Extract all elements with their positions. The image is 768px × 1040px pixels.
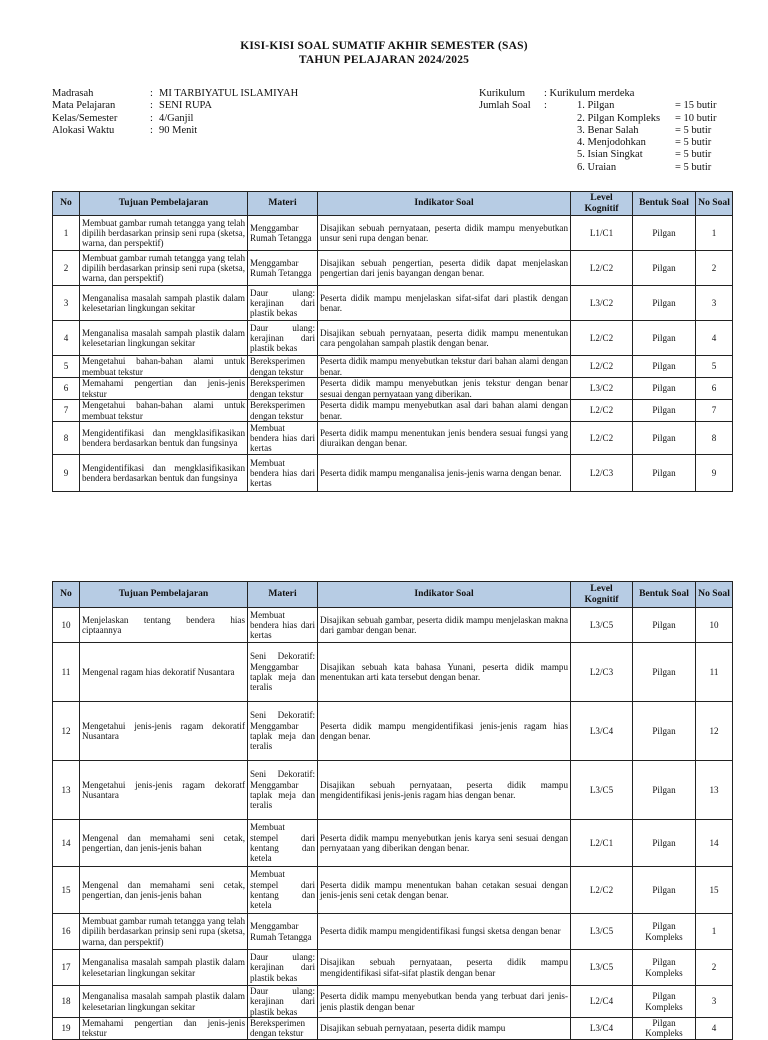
indikator-cell: Disajikan sebuah pengertian, peserta didik dapat menjelaskan pengertian dari jenis bayangan dengan benar. [318,251,571,286]
materi-cell: Membuat stempel dari kentang dan ketela [248,867,318,914]
tujuan-cell: Mengetahui jenis-jenis ragam dekoratif Nusantara [80,702,248,761]
bentuk-cell: Pilgan [633,643,696,702]
jumlah-soal-item [577,149,717,161]
soal-count: = 10 butir [675,112,717,124]
indikator-cell: Peserta didik mampu mengidentifikasi jenis-jenis ragam hias dengan benar. [318,702,571,761]
jumlah-soal-item [577,100,717,112]
materi-cell: Membuat bendera hias dari kertas [248,455,318,492]
level-cell: L1/C1 [571,216,633,251]
row-number: 15 [53,867,80,914]
no-soal-cell: 10 [696,608,733,643]
jumlah-soal-label: Jumlah Soal [479,100,531,112]
tujuan-cell: Memahami pengertian dan jenis-jenis tekstur [80,378,248,400]
no-soal-cell: 11 [696,643,733,702]
bentuk-header: Bentuk Soal [633,582,696,608]
no-soal-cell: 3 [696,286,733,321]
row-number: 13 [53,761,80,820]
no-soal-cell: 2 [696,251,733,286]
materi-header: Materi [248,192,318,216]
no-soal-cell: 15 [696,867,733,914]
materi-cell: Bereksperimen dengan tekstur [248,356,318,378]
row-number: 7 [53,400,80,422]
table-header-row [53,192,733,216]
indikator-cell: Peserta didik mampu menyebutkan benda yang terbuat dari jenis-jenis plastik dengan benar [318,986,571,1018]
tujuan-cell: Menganalisa masalah sampah plastik dalam kelesetarian lingkungan sekitar [80,321,248,356]
no-soal-cell: 9 [696,455,733,492]
level-cell: L3/C5 [571,950,633,986]
table-row [53,950,733,986]
curriculum-row [479,88,717,100]
tujuan-cell: Mengetahui bahan-bahan alami untuk membuat tekstur [80,400,248,422]
bentuk-cell: Pilgan Kompleks [633,986,696,1018]
identity-colon: : [150,88,153,99]
curriculum-value: Kurikulum merdeka [549,88,635,99]
level-cell: L2/C4 [571,986,633,1018]
row-number: 16 [53,914,80,950]
table-row [53,251,733,286]
tujuan-cell: Membuat gambar rumah tetangga yang telah dipilih berdasarkan prinsip seni rupa (sketsa, warna, dan perspektif) [80,216,248,251]
table-row [53,321,733,356]
jumlah-soal-item [577,125,717,137]
level-cell: L3/C2 [571,286,633,321]
identity-colon: : [150,124,153,136]
row-number: 10 [53,608,80,643]
table-row [53,400,733,422]
level-cell: L3/C5 [571,608,633,643]
row-number: 18 [53,986,80,1018]
identity-label: Mata Pelajaran [52,100,116,112]
indikator-cell: Peserta didik mampu menyebutkan jenis karya seni sesuai dengan pernyataan yang diberikan dengan benar. [318,820,571,867]
soal-type: 1. Pilgan [577,100,615,112]
identity-block [52,88,298,137]
tujuan-cell: Mengidentifikasi dan mengklasifikasikan bendera berdasarkan bentuk dan fungsinya [80,422,248,455]
identity-colon: : [150,100,153,112]
bentuk-cell: Pilgan [633,455,696,492]
bentuk-cell: Pilgan Kompleks [633,1018,696,1040]
jumlah-soal-list [577,100,717,174]
table-row [53,356,733,378]
bentuk-cell: Pilgan Kompleks [633,914,696,950]
indikator-cell: Disajikan sebuah kata bahasa Yunani, peserta didik mampu menentukan arti kata tersebut dengan benar. [318,643,571,702]
tujuan-cell: Membuat gambar rumah tetangga yang telah dipilih berdasarkan prinsip seni rupa (sketsa, warna, dan perspektif) [80,251,248,286]
table-body [53,216,733,492]
indikator-cell: Disajikan sebuah pernyataan, peserta didik mampu menyebutkan unsur seni rupa dengan benar. [318,216,571,251]
table-row [53,761,733,820]
tujuan-header: Tujuan Pembelajaran [80,192,248,216]
row-number: 14 [53,820,80,867]
row-number: 2 [53,251,80,286]
identity-row [52,100,298,112]
indikator-header: Indikator Soal [318,582,571,608]
level-header: Level Kognitif [571,582,633,608]
materi-cell: Seni Dekoratif: Menggambar taplak meja dan teralis [248,761,318,820]
document-title-block [0,40,768,67]
level-cell: L2/C2 [571,400,633,422]
level-cell: L3/C4 [571,1018,633,1040]
table-body [53,608,733,1040]
table-row [53,286,733,321]
level-cell: L2/C2 [571,251,633,286]
row-number: 19 [53,1018,80,1040]
identity-value: 4/Ganjil [159,112,194,124]
materi-cell: Seni Dekoratif: Menggambar taplak meja dan teralis [248,643,318,702]
level-cell: L2/C2 [571,867,633,914]
row-number: 1 [53,216,80,251]
soal-count: = 5 butir [675,137,712,149]
soal-type: 4. Menjodohkan [577,137,646,149]
level-header: Level Kognitif [571,192,633,216]
curriculum-block [479,88,717,174]
soal-type: 3. Benar Salah [577,124,639,136]
identity-row [52,125,298,137]
row-number: 17 [53,950,80,986]
indikator-cell: Disajikan sebuah pernyataan, peserta didik mampu mengidentifikasi sifat-sifat plastik dengan benar [318,950,571,986]
materi-cell: Menggambar Rumah Tetangga [248,216,318,251]
row-number: 3 [53,286,80,321]
tujuan-cell: Menganalisa masalah sampah plastik dalam kelesetarian lingkungan sekitar [80,950,248,986]
materi-cell: Menggambar Rumah Tetangga [248,914,318,950]
jumlah-soal-colon: : [544,100,547,112]
identity-row [52,113,298,125]
bentuk-cell: Pilgan [633,216,696,251]
indikator-cell: Peserta didik mampu menjelaskan sifat-sifat dari plastik dengan benar. [318,286,571,321]
curriculum-label: Kurikulum [479,88,526,99]
table-row [53,914,733,950]
row-number: 11 [53,643,80,702]
no-soal-cell: 12 [696,702,733,761]
no-soal-cell: 5 [696,356,733,378]
materi-cell: Bereksperimen dengan tekstur [248,1018,318,1040]
tujuan-cell: Mengetahui jenis-jenis ragam dekoratf Nusantara [80,761,248,820]
table-row [53,986,733,1018]
indikator-cell: Disajikan sebuah pernyataan, peserta didik mampu menentukan cara pengolahan sampah plastik dengan benar. [318,321,571,356]
bentuk-header: Bentuk Soal [633,192,696,216]
level-cell: L2/C2 [571,321,633,356]
level-cell: L3/C5 [571,761,633,820]
soal-type: 2. Pilgan Kompleks [577,112,661,124]
no-soal-cell: 7 [696,400,733,422]
table-header-row [53,582,733,608]
bentuk-cell: Pilgan Kompleks [633,950,696,986]
materi-cell: Daur ulang: kerajinan dari plastik bekas [248,286,318,321]
bentuk-cell: Pilgan [633,761,696,820]
table-row [53,820,733,867]
materi-cell: Membuat bendera hias dari kertas [248,608,318,643]
materi-cell: Membuat stempel dari kentang dan ketela [248,820,318,867]
indikator-cell: Peserta didik mampu menyebutkan jenis tekstur dengan benar sesuai dengan pernyataan yang diberikan. [318,378,571,400]
soal-count: = 5 butir [675,124,712,136]
document-subtitle: TAHUN PELAJARAN 2024/2025 [298,53,470,66]
tujuan-cell: Menganalisa masalah sampah plastik dalam kelesetarian lingkungan sekitar [80,286,248,321]
tujuan-cell: Membuat gambar rumah tetangga yang telah dipilih berdasarkan prinsip seni rupa (sketsa, warna, dan perspektif) [80,914,248,950]
indikator-cell: Disajikan sebuah gambar, peserta didik mampu menjelaskan makna dari gambar dengan benar. [318,608,571,643]
level-cell: L2/C2 [571,422,633,455]
tujuan-cell: Mengenal ragam hias dekoratif Nusantara [80,643,248,702]
soal-count: = 5 butir [675,161,712,173]
no-soal-cell: 2 [696,950,733,986]
identity-label: Kelas/Semester [52,112,118,124]
document-title: KISI-KISI SOAL SUMATIF AKHIR SEMESTER (SAS) [240,40,528,52]
row-number: 4 [53,321,80,356]
indikator-cell: Peserta didik mampu menganalisa jenis-jenis warna dengan benar. [318,455,571,492]
curriculum-colon: : [544,88,550,99]
tujuan-cell: Mengenal dan memahami seni cetak, pengertian, dan jenis-jenis bahan [80,867,248,914]
identity-value: SENI RUPA [159,100,213,112]
no-soal-cell: 13 [696,761,733,820]
level-cell: L2/C3 [571,455,633,492]
no-soal-cell: 4 [696,321,733,356]
level-cell: L3/C4 [571,702,633,761]
table-row [53,422,733,455]
tujuan-cell: Menjelaskan tentang bendera hias ciptaannya [80,608,248,643]
bentuk-cell: Pilgan [633,702,696,761]
kisi-kisi-table-2 [52,581,733,1040]
no-soal-cell: 8 [696,422,733,455]
table-row [53,1018,733,1040]
bentuk-cell: Pilgan [633,867,696,914]
table-row [53,455,733,492]
materi-cell: Bereksperimen dengan tekstur [248,400,318,422]
bentuk-cell: Pilgan [633,608,696,643]
no-header: No [53,582,80,608]
indikator-cell: Disajikan sebuah pernyataan, peserta didik mampu mengidentifikasi jenis-jenis ragam hias dengan benar. [318,761,571,820]
no-soal-cell: 1 [696,216,733,251]
bentuk-cell: Pilgan [633,251,696,286]
soal-count: = 5 butir [675,149,712,161]
indikator-cell: Disajikan sebuah pernyataan, peserta didik mampu [318,1018,571,1040]
identity-row [52,88,298,100]
no-soal-cell: 3 [696,986,733,1018]
bentuk-cell: Pilgan [633,286,696,321]
indikator-cell: Peserta didik mampu mengidentifikasi fungsi sketsa dengan benar [318,914,571,950]
identity-value: MI TARBIYATUL ISLAMIYAH [159,88,299,99]
tujuan-cell: Menganalisa masalah sampah plastik dalam kelesetarian lingkungan sekitar [80,986,248,1018]
bentuk-cell: Pilgan [633,378,696,400]
soal-count: = 15 butir [675,100,717,112]
indikator-header: Indikator Soal [318,192,571,216]
tujuan-header: Tujuan Pembelajaran [80,582,248,608]
table-row [53,378,733,400]
no-soal-cell: 4 [696,1018,733,1040]
materi-cell: Seni Dekoratif: Menggambar taplak meja dan teralis [248,702,318,761]
materi-cell: Daur ulang: kerajinan dari plastik bekas [248,321,318,356]
bentuk-cell: Pilgan [633,400,696,422]
jumlah-soal-item [577,162,717,174]
table-row [53,608,733,643]
bentuk-cell: Pilgan [633,820,696,867]
identity-label: Alokasi Waktu [52,124,115,136]
identity-label: Madrasah [52,88,94,99]
row-number: 5 [53,356,80,378]
indikator-cell: Peserta didik mampu menentukan bahan cetakan sesuai dengan jenis-jenis seni cetak dengan benar. [318,867,571,914]
indikator-cell: Peserta didik mampu menyebutkan tekstur dari bahan alami dengan benar. [318,356,571,378]
bentuk-cell: Pilgan [633,321,696,356]
row-number: 8 [53,422,80,455]
jumlah-soal-item [577,137,717,149]
no-header: No [53,192,80,216]
tujuan-cell: Mengidentifikasi dan mengklasifikasikan bendera berdasarkan bentuk dan fungsinya [80,455,248,492]
materi-cell: Daur ulang: kerajinan dari plastik bekas [248,950,318,986]
materi-header: Materi [248,582,318,608]
table-row [53,643,733,702]
indikator-cell: Peserta didik mampu menentukan jenis bendera sesuai fungsi yang diuraikan dengan benar. [318,422,571,455]
materi-cell: Menggambar Rumah Tetangga [248,251,318,286]
tujuan-cell: Mengenal dan memahami seni cetak, pengertian, dan jenis-jenis bahan [80,820,248,867]
no-soal-cell: 14 [696,820,733,867]
materi-cell: Membuat bendera hias dari kertas [248,422,318,455]
indikator-cell: Peserta didik mampu menyebutkan asal dari bahan alami dengan benar. [318,400,571,422]
no-soal-header: No Soal [696,192,733,216]
no-soal-header: No Soal [696,582,733,608]
level-cell: L3/C2 [571,378,633,400]
bentuk-cell: Pilgan [633,356,696,378]
level-cell: L2/C1 [571,820,633,867]
tujuan-cell: Memahami pengertian dan jenis-jenis tekstur [80,1018,248,1040]
level-cell: L2/C2 [571,356,633,378]
tujuan-cell: Mengetahui bahan-bahan alami untuk membuat tekstur [80,356,248,378]
soal-type: 6. Uraian [577,161,617,173]
materi-cell: Daur ulang: kerajinan dari plastik bekas [248,986,318,1018]
table-row [53,702,733,761]
level-cell: L3/C5 [571,914,633,950]
row-number: 9 [53,455,80,492]
level-cell: L2/C3 [571,643,633,702]
kisi-kisi-table-1 [52,191,733,492]
materi-cell: Bereksperimen dengan tekstur [248,378,318,400]
table-row [53,216,733,251]
bentuk-cell: Pilgan [633,422,696,455]
identity-value: 90 Menit [159,124,198,136]
identity-colon: : [150,112,153,124]
no-soal-cell: 1 [696,914,733,950]
jumlah-soal-item [577,113,717,125]
soal-type: 5. Isian Singkat [577,149,643,161]
table-row [53,867,733,914]
jumlah-soal-row [479,100,717,174]
row-number: 6 [53,378,80,400]
no-soal-cell: 6 [696,378,733,400]
row-number: 12 [53,702,80,761]
